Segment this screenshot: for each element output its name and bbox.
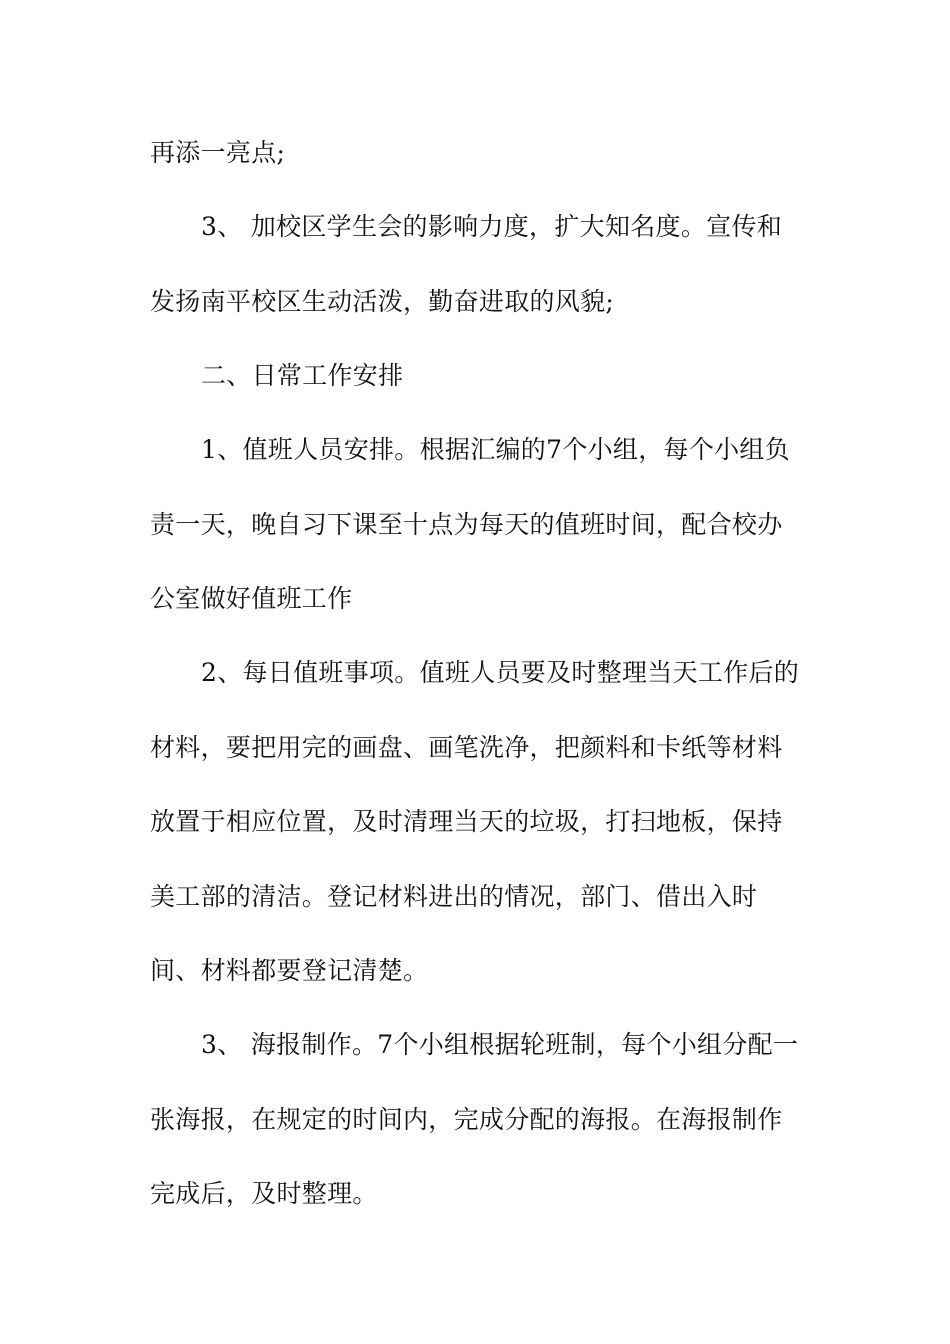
text-line: 责一天，晚自习下课至十点为每天的值班时间，配合校办 — [150, 510, 783, 539]
text-line: 3、 加校区学生会的影响力度，扩大知名度。宣传和 — [201, 212, 783, 241]
text-line: 张海报，在规定的时间内，完成分配的海报。在海报制作 — [150, 1105, 783, 1134]
section-heading: 二、日常工作安排 — [201, 361, 404, 390]
text-line: 美工部的清洁。登记材料进出的情况，部门、借出入时 — [150, 882, 758, 911]
text-line: 材料，要把用完的画盘、画笔洗净，把颜料和卡纸等材料 — [150, 733, 783, 762]
text-line: 发扬南平校区生动活泼，勤奋进取的风貌; — [150, 287, 615, 316]
text-line: 间、材料都要登记清楚。 — [150, 956, 429, 985]
text-line: 2、每日值班事项。值班人员要及时整理当天工作后的 — [201, 658, 800, 687]
text-line: 3、 海报制作。7个小组根据轮班制，每个小组分配一 — [201, 1030, 799, 1059]
text-line: 1、值班人员安排。根据汇编的7个小组，每个小组负 — [201, 435, 791, 464]
text-line: 再添一亮点; — [150, 138, 286, 167]
text-line: 公室做好值班工作 — [150, 584, 353, 613]
text-line: 完成后，及时整理。 — [150, 1179, 378, 1208]
text-line: 放置于相应位置，及时清理当天的垃圾，打扫地板，保持 — [150, 807, 783, 836]
